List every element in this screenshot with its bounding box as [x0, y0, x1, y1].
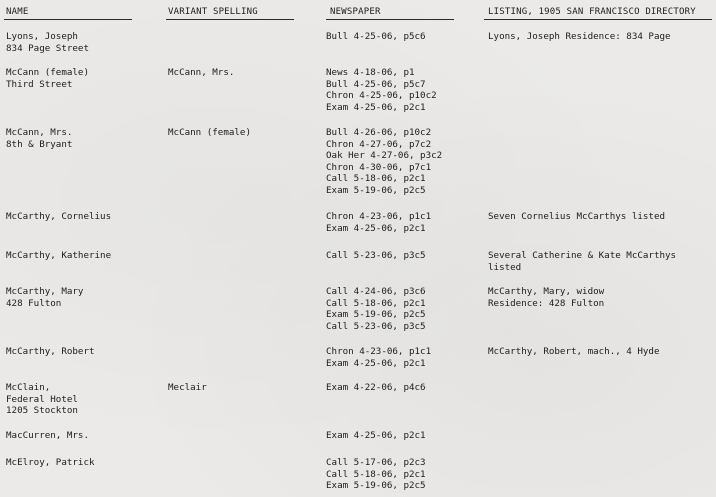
newspaper-line: Chron 4-30-06, p7c1	[326, 161, 432, 173]
name-cell	[6, 346, 95, 358]
newspaper-line: Chron 4-25-06, p10c2	[326, 90, 437, 102]
variant-cell	[168, 127, 251, 139]
name-line: Third Street	[6, 78, 73, 90]
variant-line: Meclair	[168, 382, 207, 393]
newspaper-cell	[326, 67, 437, 113]
listing-cell	[488, 250, 676, 273]
newspaper-line: Exam 4-25-06, p2c1	[326, 222, 426, 234]
listing-cell	[488, 346, 659, 358]
variant-cell	[168, 67, 234, 79]
newspaper-cell	[326, 127, 442, 197]
newspaper-cell	[326, 31, 426, 43]
newspaper-line: Bull 4-25-06, p5c6	[326, 31, 426, 42]
name-line: Lyons, Joseph	[6, 31, 78, 42]
listing-cell	[488, 286, 604, 309]
listing-line: McCarthy, Mary, widow	[488, 286, 605, 297]
newspaper-line: Bull 4-26-06, p10c2	[326, 127, 432, 138]
name-line: 1205 Stockton	[6, 405, 78, 417]
listing-cell	[488, 211, 665, 223]
name-cell	[6, 211, 111, 223]
header-rule-variant	[166, 19, 294, 20]
newspaper-line: Exam 4-22-06, p4c6	[326, 382, 426, 393]
name-line: 834 Page Street	[6, 42, 89, 54]
name-line: McCann (female)	[6, 67, 89, 78]
name-line: MacCurren, Mrs.	[6, 430, 89, 441]
name-cell	[6, 67, 89, 90]
listing-cell	[488, 31, 671, 43]
name-cell	[6, 382, 78, 417]
newspaper-line: Exam 4-25-06, p2c1	[326, 101, 426, 113]
name-line: Federal Hotel	[6, 393, 78, 405]
name-cell	[6, 430, 89, 442]
newspaper-cell	[326, 286, 426, 332]
newspaper-line: Call 5-18-06, p2c1	[326, 297, 426, 309]
newspaper-line: Exam 4-25-06, p2c1	[326, 357, 426, 369]
name-cell	[6, 286, 83, 309]
newspaper-line: News 4-18-06, p1	[326, 67, 415, 78]
newspaper-cell	[326, 211, 431, 234]
newspaper-cell	[326, 457, 426, 492]
name-line: McCarthy, Cornelius	[6, 211, 112, 222]
newspaper-line: Exam 5-19-06, p2c5	[326, 309, 426, 321]
name-line: McClain,	[6, 382, 51, 393]
listing-line: Lyons, Joseph Residence: 834 Page	[488, 31, 671, 42]
newspaper-cell	[326, 382, 426, 394]
header-rule-listing	[484, 19, 712, 20]
newspaper-line: Call 5-18-06, p2c1	[326, 173, 426, 185]
newspaper-line: Call 5-17-06, p2c3	[326, 457, 426, 468]
name-line: McCarthy, Katherine	[6, 250, 112, 261]
newspaper-line: Chron 4-23-06, p1c1	[326, 211, 432, 222]
newspaper-cell	[326, 250, 426, 262]
newspaper-line: Call 5-23-06, p3c5	[326, 250, 426, 261]
name-line: McCarthy, Mary	[6, 286, 84, 297]
header-rule-newspaper	[326, 19, 454, 20]
newspaper-line: Oak Her 4-27-06, p3c2	[326, 150, 443, 162]
variant-line: McCann, Mrs.	[168, 67, 235, 78]
newspaper-line: Chron 4-23-06, p1c1	[326, 346, 432, 357]
header-listing: LISTING, 1905 SAN FRANCISCO DIRECTORY	[488, 7, 696, 17]
newspaper-line: Exam 5-19-06, p2c5	[326, 184, 426, 196]
name-cell	[6, 127, 72, 150]
listing-line: Several Catherine & Kate McCarthys	[488, 250, 677, 261]
listing-line: McCarthy, Robert, mach., 4 Hyde	[488, 346, 660, 357]
newspaper-line: Chron 4-27-06, p7c2	[326, 138, 432, 150]
listing-line: Seven Cornelius McCarthys listed	[488, 211, 666, 222]
newspaper-line: Exam 5-19-06, p2c5	[326, 480, 426, 492]
name-cell	[6, 457, 95, 469]
name-line: 428 Fulton	[6, 297, 62, 309]
name-line: 8th & Bryant	[6, 138, 73, 150]
header-name: NAME	[6, 7, 29, 17]
header-rule-name	[4, 19, 132, 20]
name-line: McElroy, Patrick	[6, 457, 95, 468]
variant-line: McCann (female)	[168, 127, 251, 138]
newspaper-line: Bull 4-25-06, p5c7	[326, 78, 426, 90]
header-variant-spelling: VARIANT SPELLING	[168, 7, 258, 17]
newspaper-line: Call 5-23-06, p3c5	[326, 320, 426, 332]
name-line: McCarthy, Robert	[6, 346, 95, 357]
name-line: McCann, Mrs.	[6, 127, 73, 138]
newspaper-cell	[326, 346, 431, 369]
newspaper-line: Exam 4-25-06, p2c1	[326, 430, 426, 441]
newspaper-line: Call 5-18-06, p2c1	[326, 468, 426, 480]
newspaper-cell	[326, 430, 426, 442]
name-cell	[6, 250, 111, 262]
listing-line: listed	[488, 261, 522, 273]
header-newspaper: NEWSPAPER	[330, 7, 381, 17]
variant-cell	[168, 382, 207, 394]
newspaper-line: Call 4-24-06, p3c6	[326, 286, 426, 297]
name-cell	[6, 31, 89, 54]
listing-line: Residence: 428 Fulton	[488, 297, 605, 309]
